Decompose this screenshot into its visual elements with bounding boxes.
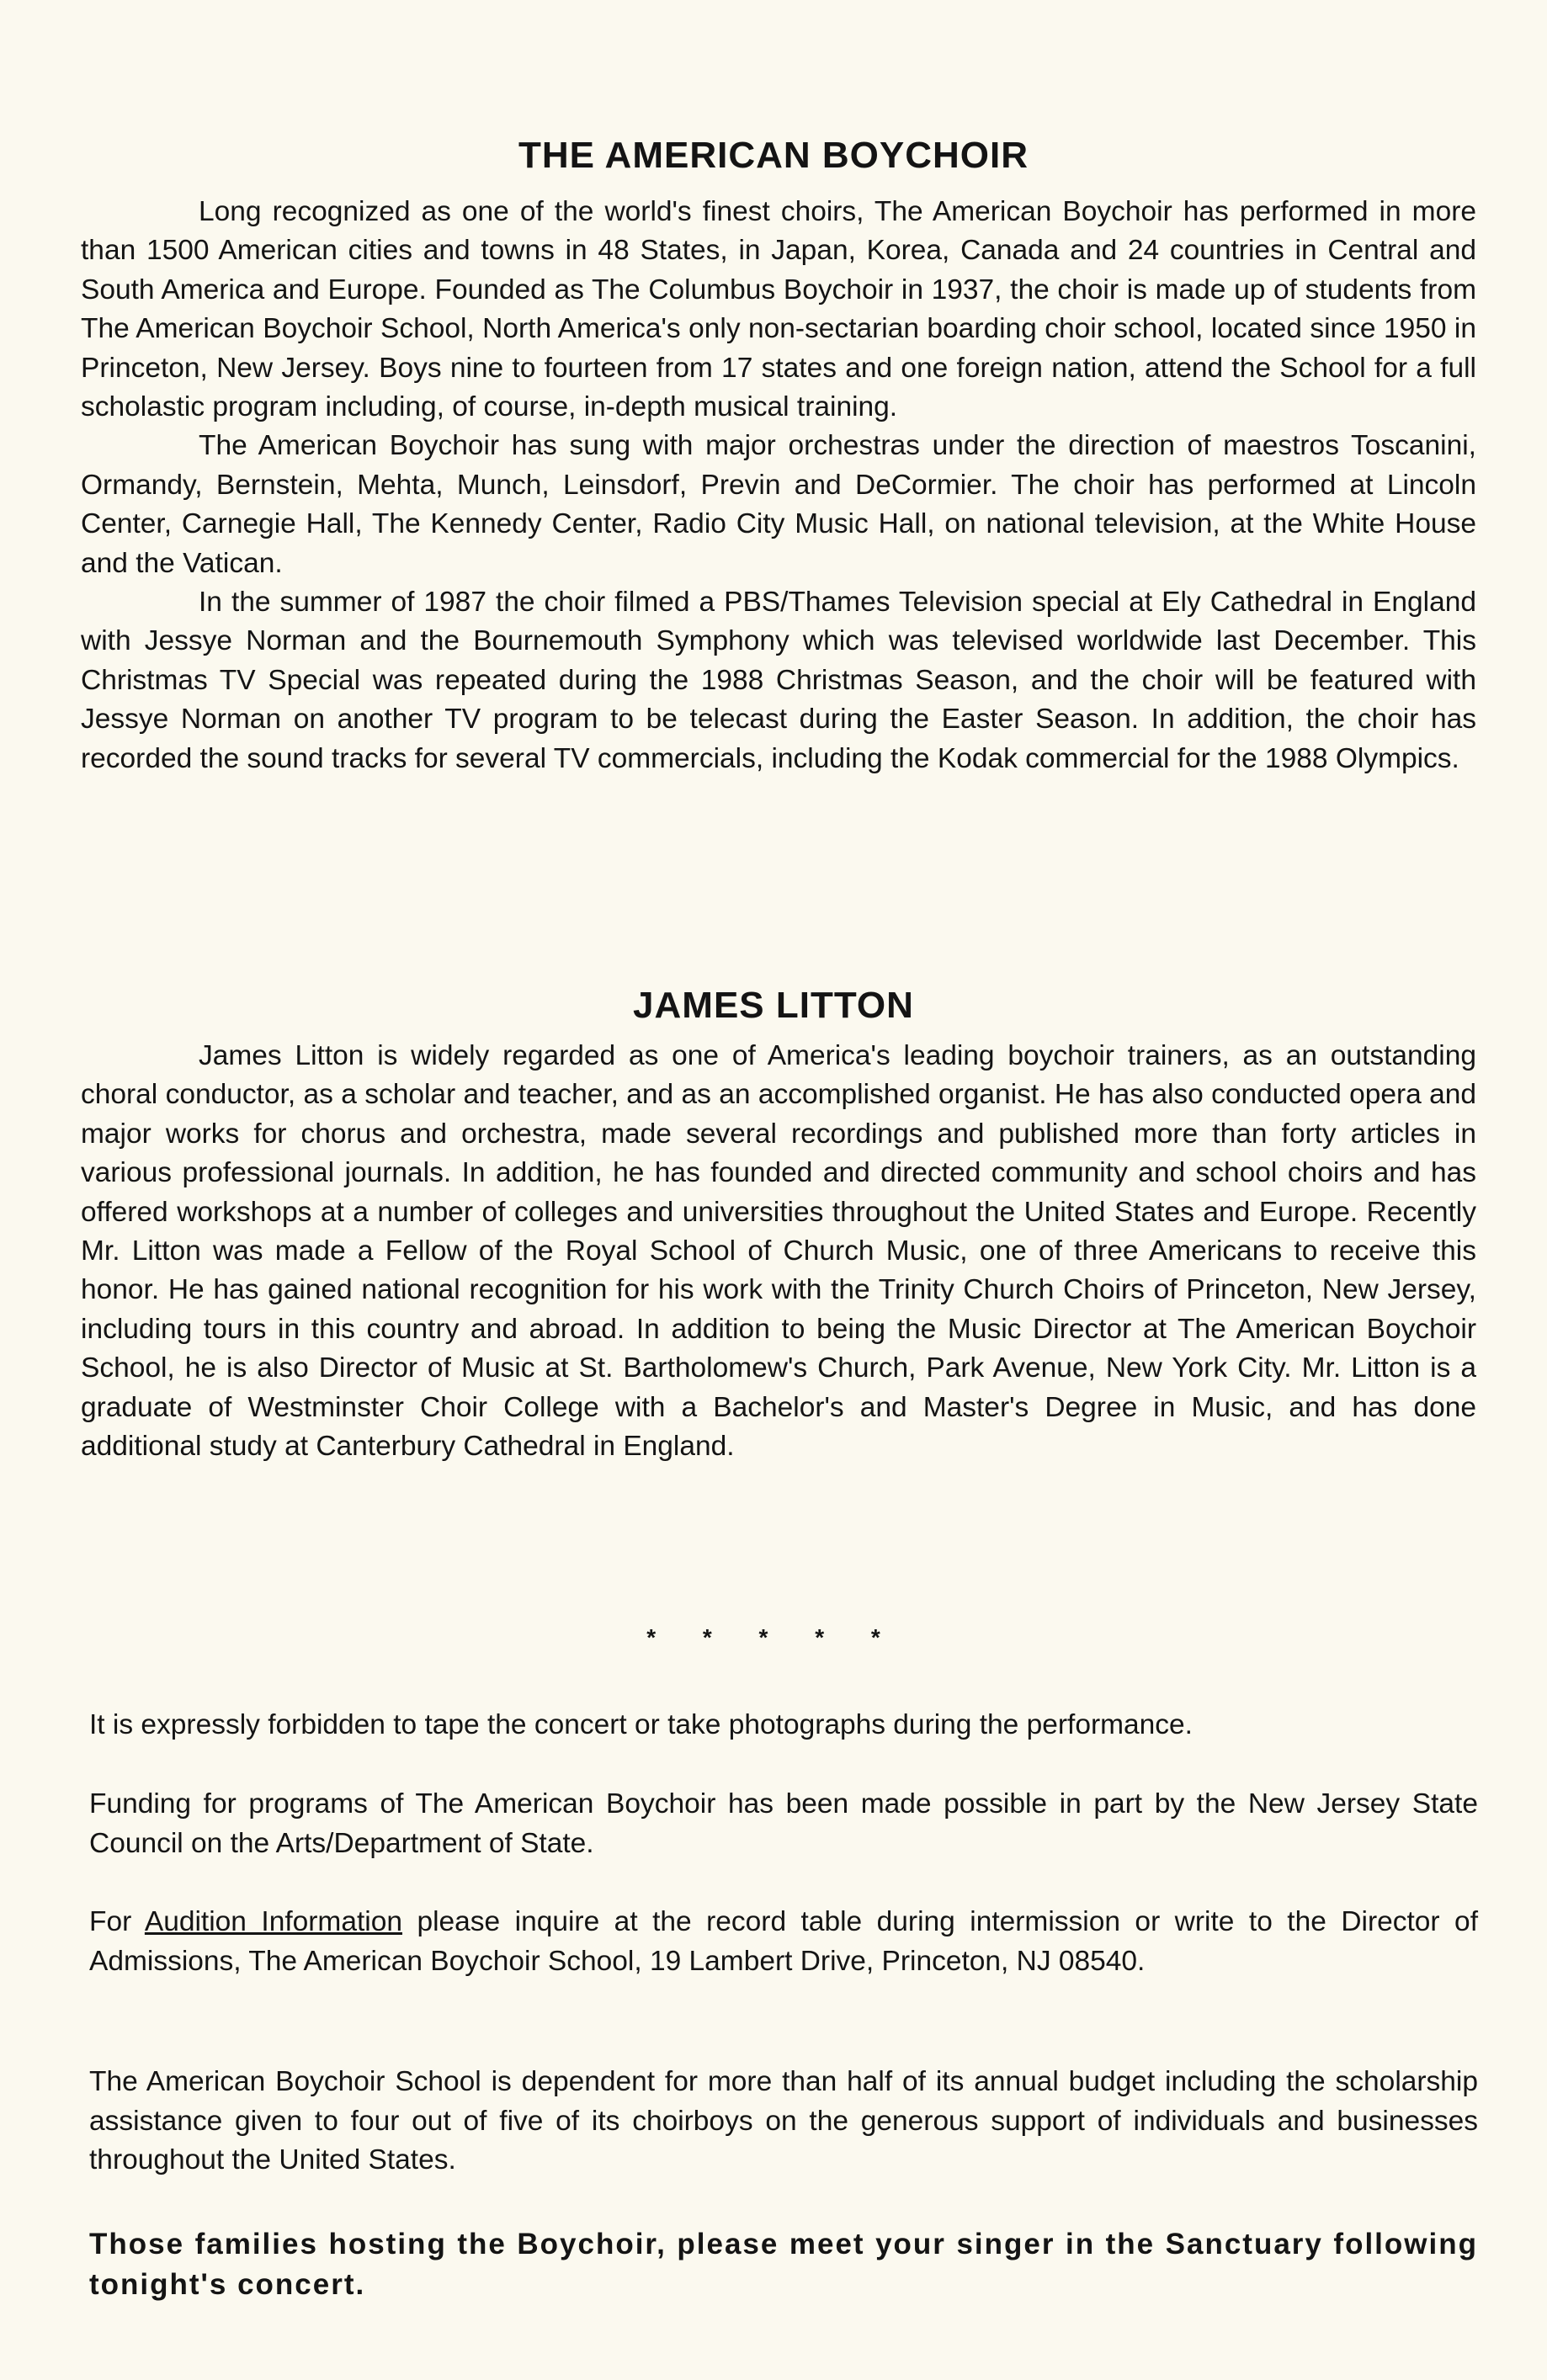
- boychoir-paragraph-1: Long recognized as one of the world's finest choirs, The American Boychoir has performed in more than 1500 American cities and towns in 48 States, in Japan, Korea, Canada and 24 countries in Central and South America and Europe. Founded as The Columbus Boychoir in 1937, the choir is made up of students from The American Boychoir School, North America's only non-sectarian boarding choir school, located since 1950 in Princeton, New Jersey. Boys nine to fourteen from 17 states and one foreign nation, attend the School for a full scholastic program including, of course, in-depth musical training.: [81, 196, 1476, 423]
- boychoir-paragraph-3: In the summer of 1987 the choir filmed a PBS/Thames Television special at Ely Cathedral in England with Jessye Norman and the Bournemouth Symphony which was televised worldwide last December. This Christmas TV Special was repeated during the 1988 Christmas Season, and the choir will be featured with Jessye Norman on another TV program to be telecast during the Easter Season. In addition, the choir has recorded the sound tracks for several TV commercials, including the Kodak commercial for the 1988 Olympics.: [81, 587, 1476, 774]
- funding-notice: Funding for programs of The American Boychoir has been made possible in part by the New Jersey State Council on the Arts/Department of State.: [89, 1788, 1478, 1859]
- litton-section: [81, 1037, 1476, 1466]
- audition-notice: [89, 1903, 1478, 1981]
- audition-information-link: Audition Information: [144, 1906, 402, 1937]
- boychoir-heading: THE AMERICAN BOYCHOIR: [518, 135, 1029, 176]
- host-family-notice: Those families hosting the Boychoir, please meet your singer in the Sanctuary following tonight's concert.: [89, 2228, 1478, 2301]
- boychoir-section: [81, 193, 1476, 778]
- taping-notice: It is expressly forbidden to tape the concert or take photographs during the performance.: [89, 1709, 1193, 1740]
- audition-prefix: For: [89, 1906, 132, 1937]
- litton-heading: JAMES LITTON: [633, 985, 914, 1026]
- boychoir-paragraph-2: The American Boychoir has sung with major orchestras under the direction of maestros Toscanini, Ormandy, Bernstein, Mehta, Munch, Leinsdorf, Previn and DeCormier. The choir has performed at Lincoln Center, Carnegie Hall, The Kennedy Center, Radio City Music Hall, on national television, at the White House and the Vatican.: [81, 430, 1476, 579]
- audition-details: please inquire at the record table during intermission or write to the Director of Admissions, The American Boychoir School, 19 Lambert Drive, Princeton, NJ 08540.: [89, 1906, 1478, 1977]
- support-notice: The American Boychoir School is dependent for more than half of its annual budget including the scholarship assistance given to four out of five of its choirboys on the generous support of individuals and businesses throughout the United States.: [89, 2066, 1478, 2175]
- section-separator: * * * * *: [646, 1624, 901, 1650]
- litton-paragraph: James Litton is widely regarded as one of America's leading boychoir trainers, as an outstanding choral conductor, as a scholar and teacher, and as an accomplished organist. He has also conducted opera and major works for chorus and orchestra, made several recordings and published more than forty articles in various professional journals. In addition, he has founded and directed community and school choirs and has offered workshops at a number of colleges and universities throughout the United States and Europe. Recently Mr. Litton was made a Fellow of the Royal School of Church Music, one of three Americans to receive this honor. He has gained national recognition for his work with the Trinity Church Choirs of Princeton, New Jersey, including tours in this country and abroad. In addition to being the Music Director at The American Boychoir School, he is also Director of Music at St. Bartholomew's Church, Park Avenue, New York City. Mr. Litton is a graduate of Westminster Choir College with a Bachelor's and Master's Degree in Music, and has done additional study at Canterbury Cathedral in England.: [81, 1040, 1476, 1463]
